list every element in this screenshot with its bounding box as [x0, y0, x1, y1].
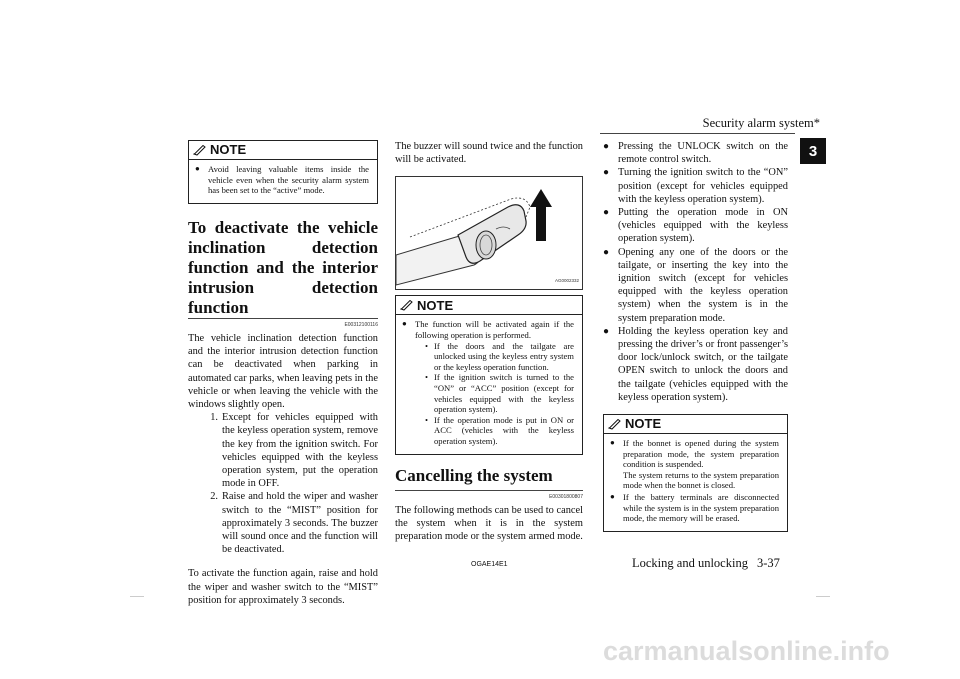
- note-box-3: [603, 414, 788, 532]
- middle-column: [395, 140, 583, 543]
- note-header: [396, 296, 582, 315]
- cancel-method-item: [603, 246, 788, 325]
- cancel-paragraph: The following methods can be used to cancel the system when it is in the system preparation mode or the system armed mode.: [395, 504, 583, 543]
- note-subitem: • If the ignition switch is turned to the “ON” or “ACC” position (except for vehicles equipped with the keyless operation system).: [425, 372, 574, 415]
- header-rule: [600, 133, 795, 134]
- note-item-text: Avoid leaving valuable items inside the vehicle even when the security alarm system has been set to the “active” mode.: [208, 164, 369, 196]
- bullet-dot-icon: ●: [603, 207, 610, 219]
- buzzer-paragraph: The buzzer will sound twice and the function will be activated.: [395, 141, 583, 166]
- step-number: 1.: [210, 412, 218, 424]
- bullet-dot-icon: ●: [610, 438, 615, 448]
- section-heading-deactivate: To deactivate the vehicle inclination detection function and the interior intrusion detection function: [188, 217, 378, 317]
- note-item-text: [415, 319, 574, 446]
- step-item: [188, 411, 378, 490]
- bullet-dot-icon: ●: [402, 319, 407, 329]
- note-pencil-icon: [400, 300, 413, 311]
- section-code: E00312100116: [344, 321, 378, 328]
- cancel-method-item: [603, 166, 788, 206]
- closing-paragraph: To activate the function again, raise and hold the wiper and washer switch to the “MIST” position for approximately 3 seconds.: [188, 568, 378, 606]
- left-column: [188, 140, 378, 607]
- note-item: [610, 438, 779, 491]
- step-number: 2.: [210, 491, 218, 503]
- note-pencil-icon: [608, 419, 621, 430]
- cancel-method-item: [603, 140, 788, 166]
- note-subitem-text: If the ignition switch is turned to the “ON” or “ACC” position (except for vehicles equipped with the keyless operation system).: [434, 372, 574, 415]
- cancel-method-text: Pressing the UNLOCK switch on the remote control switch.: [618, 141, 788, 166]
- chapter-tab: 3: [800, 138, 826, 164]
- note-item-text: [623, 438, 779, 491]
- note-body: [189, 160, 377, 203]
- step-text: Except for vehicles equipped with the keyless operation system, remove the key from the ignition switch. For vehicles equipped with the keyless operation system, put the operation mode in OFF.: [222, 412, 378, 490]
- note-body: [396, 315, 582, 453]
- note-subitem: • If the doors and the tailgate are unlocked using the keyless entry system or the keyless operation function.: [425, 340, 574, 372]
- watermark: carmanualsonline.info: [603, 636, 890, 666]
- figure-code: AG0002332: [554, 278, 579, 284]
- note-item: [195, 164, 369, 196]
- page-number: 3-37: [757, 556, 780, 570]
- note-item: [402, 319, 574, 446]
- note-label: NOTE: [417, 297, 454, 313]
- note-box-2: [395, 295, 583, 454]
- note-item-lead: If the bonnet is opened during the system preparation mode, the system preparation condition is suspended.: [623, 438, 779, 470]
- step-item: [188, 490, 378, 556]
- section-code: E00301800807: [549, 493, 583, 500]
- note-header: [604, 415, 787, 434]
- note-label: NOTE: [625, 416, 662, 432]
- cancel-method-text: Turning the ignition switch to the “ON” position (except for vehicles equipped with the keyless operation system).: [618, 167, 788, 205]
- step-text: Raise and hold the wiper and washer switch to the “MIST” position for approximately 3 seconds. The buzzer will sound once and the function will be deactivated.: [222, 491, 378, 556]
- note-item-text: If the battery terminals are disconnected while the system is in the system preparation mode, the memory will be erased.: [623, 492, 779, 524]
- bullet-dot-icon: ●: [603, 325, 610, 337]
- bullet-dot-icon: ●: [610, 492, 615, 502]
- cancel-method-item: [603, 206, 788, 246]
- wiper-switch-figure: [395, 176, 583, 290]
- cancel-method-text: Putting the operation mode in ON (vehicles equipped with the keyless operation system).: [618, 207, 788, 245]
- bullet-dot-icon: ●: [195, 164, 200, 173]
- cancel-method-text: Holding the keyless operation key and pressing the driver’s or front passenger’s door lock/unlock switch, or the tailgate OPEN switch to unlock the doors and the tailgate (vehicles equipped with the keyless operation system).: [618, 325, 788, 403]
- note-pencil-icon: [193, 145, 206, 156]
- crop-mark: [816, 596, 830, 597]
- bullet-dot-icon: ●: [603, 141, 610, 152]
- bullet-dot-icon: ●: [603, 246, 610, 258]
- intro-paragraph: The vehicle inclination detection function and the interior intrusion detection function can be deactivated when parking in automated car parks, when leaving pets in the vehicle or when leaving the vehicle with the windows slightly open.: [188, 332, 378, 410]
- document-code: OGAE14E1: [471, 561, 508, 568]
- note-header: [189, 141, 377, 160]
- note-box-1: [188, 140, 378, 204]
- footer-section-title: Locking and unlocking: [632, 556, 748, 570]
- note-body: [604, 434, 787, 531]
- running-header: Security alarm system*: [702, 116, 820, 130]
- right-column: [603, 140, 788, 532]
- bullet-dot-icon: ●: [603, 167, 610, 179]
- cancel-method-item: [603, 325, 788, 404]
- note-label: NOTE: [210, 142, 247, 158]
- note-subitem-text: If the doors and the tailgate are unlocked using the keyless entry system or the keyless operation function.: [434, 340, 574, 372]
- note-item-extra: The system returns to the system preparation mode when the bonnet is closed.: [623, 469, 779, 491]
- cancel-method-text: Opening any one of the doors or the tailgate, or inserting the key into the ignition switch (except for vehicles equipped with the keyless operation system) when the system is in the system preparation mode.: [618, 246, 788, 324]
- note-subitem-text: If the operation mode is put in ON or ACC (vehicles with the keyless operation system).: [434, 414, 574, 446]
- note-subitem: • If the operation mode is put in ON or ACC (vehicles with the keyless operation system).: [425, 414, 574, 446]
- note-item-lead: The function will be activated again if the following operation is performed.: [415, 319, 574, 340]
- section-heading-cancelling: Cancelling the system: [395, 465, 553, 485]
- note-item: [610, 492, 779, 524]
- crop-mark: [130, 596, 144, 597]
